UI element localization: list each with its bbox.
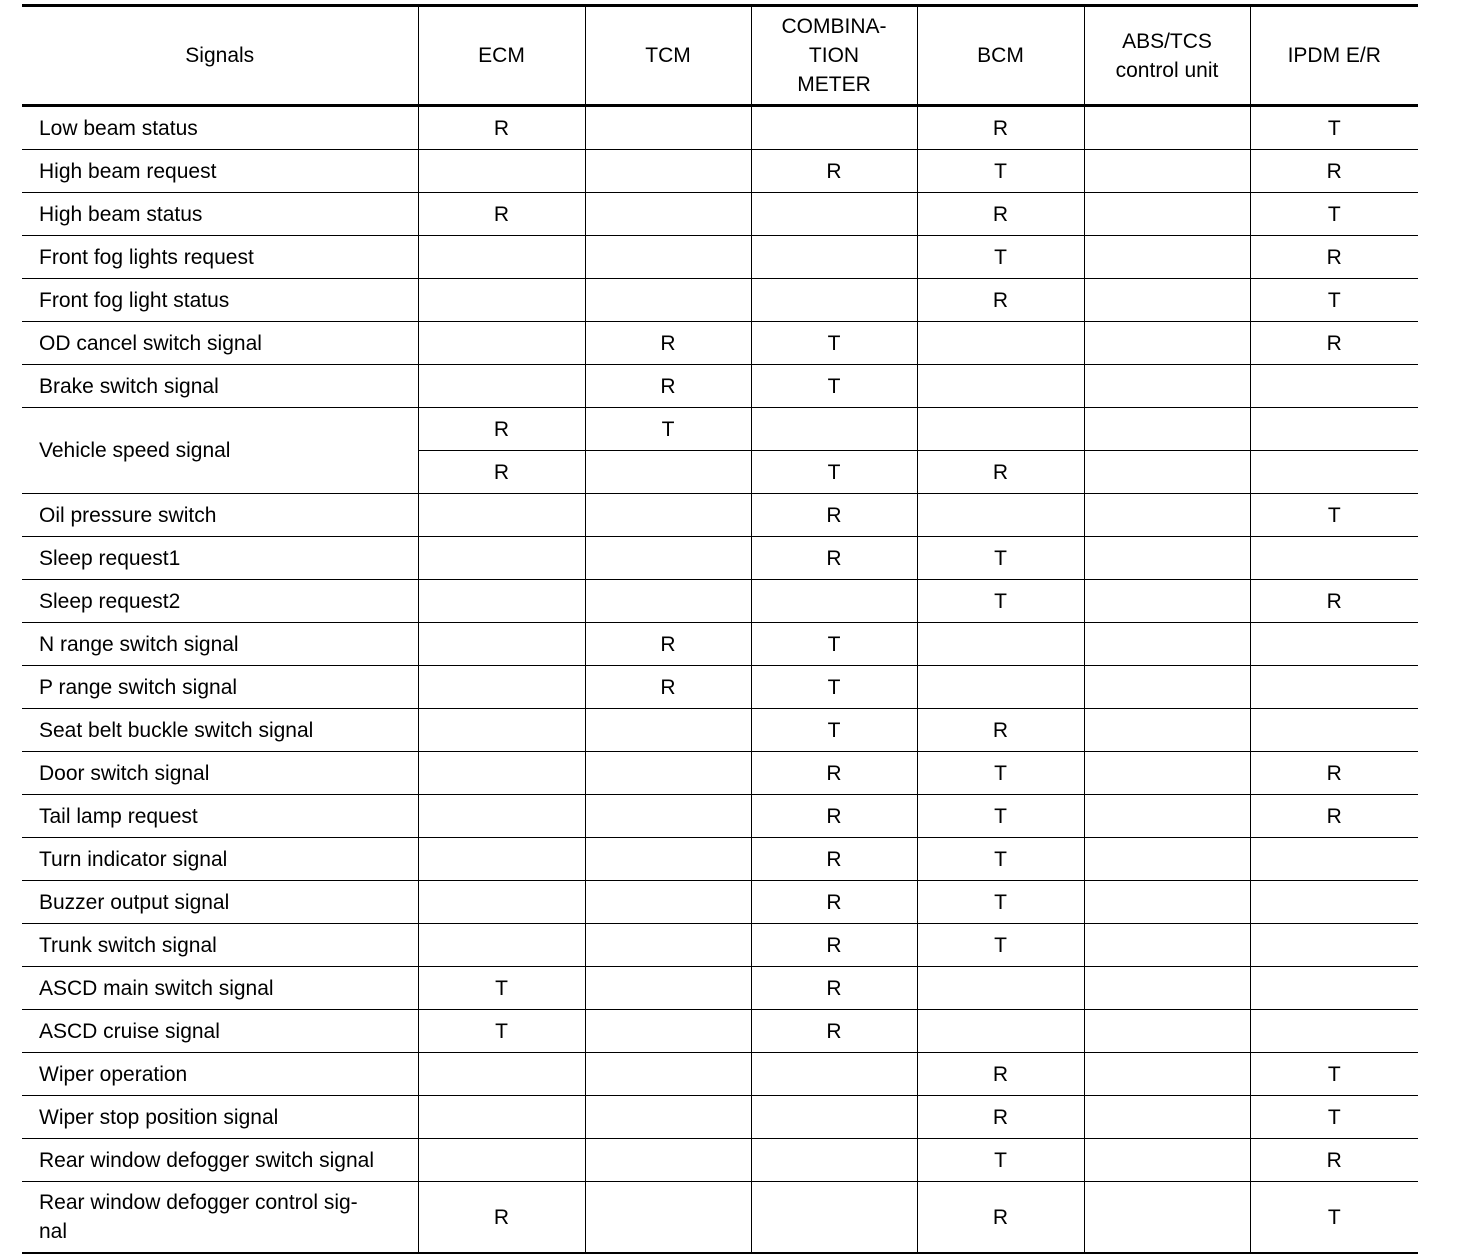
cell-tcm: R	[585, 666, 751, 709]
signal-name: Front fog light status	[39, 288, 230, 312]
cell-tcm: R	[585, 322, 751, 365]
cell-ipdm-e-r	[1250, 709, 1418, 752]
cell-tcm	[585, 1139, 751, 1182]
cell-ecm	[418, 1139, 585, 1182]
table-row	[22, 236, 1418, 279]
cell-bcm: T	[917, 881, 1084, 924]
cell-ipdm-e-r: T	[1250, 106, 1418, 150]
cell-bcm: R	[917, 451, 1084, 494]
column-header-line: Signals	[185, 44, 255, 67]
cell-bcm: R	[917, 1053, 1084, 1096]
table-row	[22, 408, 1418, 451]
cell-ipdm-e-r: T	[1250, 279, 1418, 322]
cell-ecm	[418, 924, 585, 967]
cell-bcm: T	[917, 838, 1084, 881]
signal-name-cell	[22, 881, 418, 924]
cell-ecm	[418, 709, 585, 752]
cell-combina	[751, 236, 917, 279]
cell-bcm	[917, 666, 1084, 709]
cell-abs-tcs	[1084, 924, 1250, 967]
cell-bcm	[917, 623, 1084, 666]
cell-combina	[751, 279, 917, 322]
signal-name: High beam request	[39, 159, 217, 183]
cell-ipdm-e-r: R	[1250, 580, 1418, 623]
signal-name-cell	[22, 1010, 418, 1053]
column-header-line: TCM	[645, 44, 691, 67]
column-header-line: ABS/TCS	[1122, 29, 1212, 53]
signal-name-cell	[22, 580, 418, 623]
column-header-line: ECM	[478, 44, 525, 67]
cell-tcm	[585, 1010, 751, 1053]
cell-tcm	[585, 967, 751, 1010]
cell-tcm	[585, 150, 751, 193]
column-header-line: TION	[808, 44, 860, 67]
signal-name: Tail lamp request	[39, 804, 198, 828]
cell-combina: T	[751, 709, 917, 752]
signal-name: Brake switch signal	[39, 374, 219, 398]
cell-ecm	[418, 752, 585, 795]
cell-ecm: R	[418, 106, 585, 150]
signal-name-cell	[22, 924, 418, 967]
signal-name: Sleep request1	[39, 546, 181, 570]
cell-ipdm-e-r	[1250, 537, 1418, 580]
table-row	[22, 1010, 1418, 1053]
table-row	[22, 537, 1418, 580]
cell-combina	[751, 1182, 917, 1254]
cell-bcm: R	[917, 279, 1084, 322]
cell-combina	[751, 580, 917, 623]
cell-bcm: R	[917, 106, 1084, 150]
cell-tcm	[585, 236, 751, 279]
header-row	[22, 6, 1418, 106]
signal-name: ASCD main switch signal	[39, 976, 274, 1000]
cell-ecm: R	[418, 193, 585, 236]
cell-abs-tcs	[1084, 106, 1250, 150]
signal-name-cell	[22, 150, 418, 193]
cell-abs-tcs	[1084, 1182, 1250, 1254]
cell-ipdm-e-r: R	[1250, 322, 1418, 365]
cell-abs-tcs	[1084, 709, 1250, 752]
cell-ecm	[418, 322, 585, 365]
cell-combina	[751, 1053, 917, 1096]
cell-tcm	[585, 1182, 751, 1254]
cell-abs-tcs	[1084, 193, 1250, 236]
column-header-line: METER	[797, 73, 871, 96]
signal-name-cell	[22, 1053, 418, 1096]
signal-name: Front fog lights request	[39, 245, 254, 269]
signal-name: Door switch signal	[39, 761, 210, 785]
signal-name: Vehicle speed signal	[39, 439, 231, 462]
cell-bcm: T	[917, 924, 1084, 967]
table-row	[22, 623, 1418, 666]
cell-abs-tcs	[1084, 666, 1250, 709]
cell-abs-tcs	[1084, 322, 1250, 365]
cell-tcm	[585, 106, 751, 150]
table-row	[22, 365, 1418, 408]
cell-ipdm-e-r: T	[1250, 1053, 1418, 1096]
cell-bcm: T	[917, 150, 1084, 193]
cell-bcm	[917, 322, 1084, 365]
cell-ecm	[418, 494, 585, 537]
cell-bcm	[917, 408, 1084, 451]
cell-ipdm-e-r: R	[1250, 752, 1418, 795]
cell-bcm: T	[917, 537, 1084, 580]
signal-name-cell	[22, 236, 418, 279]
cell-bcm: R	[917, 1182, 1084, 1254]
cell-abs-tcs	[1084, 1053, 1250, 1096]
cell-combina: R	[751, 967, 917, 1010]
cell-ipdm-e-r: R	[1250, 150, 1418, 193]
signal-name: nal	[39, 1220, 68, 1243]
signal-name-cell	[22, 795, 418, 838]
signal-name-cell	[22, 537, 418, 580]
cell-tcm	[585, 1096, 751, 1139]
cell-tcm	[585, 838, 751, 881]
signal-name-cell	[22, 365, 418, 408]
cell-ipdm-e-r	[1250, 881, 1418, 924]
signal-name-cell	[22, 322, 418, 365]
signal-name: Trunk switch signal	[39, 933, 217, 957]
cell-combina	[751, 1139, 917, 1182]
signal-name-cell	[22, 1096, 418, 1139]
cell-abs-tcs	[1084, 752, 1250, 795]
cell-ecm	[418, 236, 585, 279]
table-row	[22, 881, 1418, 924]
cell-ecm	[418, 279, 585, 322]
cell-abs-tcs	[1084, 279, 1250, 322]
signal-name-cell	[22, 494, 418, 537]
cell-bcm: R	[917, 1096, 1084, 1139]
signal-name: N range switch signal	[39, 632, 239, 656]
cell-abs-tcs	[1084, 838, 1250, 881]
cell-abs-tcs	[1084, 537, 1250, 580]
cell-ipdm-e-r: T	[1250, 494, 1418, 537]
table-row	[22, 322, 1418, 365]
cell-ecm: R	[418, 408, 585, 451]
table-row	[22, 1053, 1418, 1096]
cell-bcm: T	[917, 1139, 1084, 1182]
cell-ipdm-e-r	[1250, 451, 1418, 494]
cell-abs-tcs	[1084, 1010, 1250, 1053]
signal-name: Turn indicator signal	[39, 847, 228, 871]
cell-combina: T	[751, 666, 917, 709]
cell-ecm	[418, 1096, 585, 1139]
cell-combina: R	[751, 537, 917, 580]
cell-tcm	[585, 1053, 751, 1096]
cell-tcm: R	[585, 365, 751, 408]
table-row	[22, 279, 1418, 322]
cell-combina: T	[751, 365, 917, 408]
signal-name-cell	[22, 1139, 418, 1182]
cell-tcm	[585, 193, 751, 236]
cell-ecm: R	[418, 1182, 585, 1254]
cell-bcm: T	[917, 795, 1084, 838]
cell-combina: R	[751, 838, 917, 881]
table-row	[22, 666, 1418, 709]
cell-abs-tcs	[1084, 623, 1250, 666]
signal-name-cell	[22, 1182, 418, 1254]
cell-ipdm-e-r	[1250, 408, 1418, 451]
cell-ecm	[418, 838, 585, 881]
cell-ipdm-e-r: R	[1250, 236, 1418, 279]
column-header-line: COMBINA-	[781, 15, 887, 38]
cell-ipdm-e-r	[1250, 666, 1418, 709]
table-row	[22, 967, 1418, 1010]
cell-combina: R	[751, 752, 917, 795]
cell-ecm: T	[418, 1010, 585, 1053]
cell-abs-tcs	[1084, 408, 1250, 451]
can-signal-table	[22, 4, 1418, 1254]
cell-ecm	[418, 795, 585, 838]
table-row	[22, 150, 1418, 193]
signal-name: OD cancel switch signal	[39, 331, 262, 355]
column-header-ipdm-e-r	[1250, 6, 1418, 106]
signal-name: Seat belt buckle switch signal	[39, 718, 314, 742]
cell-combina: T	[751, 623, 917, 666]
cell-ipdm-e-r	[1250, 967, 1418, 1010]
cell-ecm: T	[418, 967, 585, 1010]
cell-tcm: R	[585, 623, 751, 666]
cell-ecm	[418, 365, 585, 408]
cell-abs-tcs	[1084, 580, 1250, 623]
cell-ecm	[418, 1053, 585, 1096]
cell-tcm	[585, 709, 751, 752]
table-row	[22, 924, 1418, 967]
signal-name-cell	[22, 967, 418, 1010]
column-header-line: control unit	[1115, 58, 1219, 82]
table-body	[22, 106, 1418, 1254]
cell-bcm	[917, 365, 1084, 408]
table-row	[22, 1139, 1418, 1182]
cell-ecm	[418, 537, 585, 580]
cell-tcm	[585, 580, 751, 623]
table-row	[22, 106, 1418, 150]
cell-ipdm-e-r	[1250, 924, 1418, 967]
cell-bcm	[917, 967, 1084, 1010]
cell-ipdm-e-r: T	[1250, 1182, 1418, 1254]
cell-abs-tcs	[1084, 365, 1250, 408]
cell-tcm	[585, 494, 751, 537]
signal-name: Low beam status	[39, 116, 198, 140]
cell-combina: R	[751, 494, 917, 537]
cell-combina	[751, 193, 917, 236]
cell-abs-tcs	[1084, 451, 1250, 494]
table-header	[22, 6, 1418, 106]
cell-abs-tcs	[1084, 150, 1250, 193]
signal-name-cell	[22, 408, 418, 494]
cell-combina: T	[751, 322, 917, 365]
cell-tcm	[585, 795, 751, 838]
signal-name-cell	[22, 752, 418, 795]
signal-name: Rear window defogger control sig-	[39, 1191, 358, 1214]
cell-ipdm-e-r	[1250, 365, 1418, 408]
cell-abs-tcs	[1084, 1139, 1250, 1182]
cell-abs-tcs	[1084, 494, 1250, 537]
column-header-line: IPDM E/R	[1287, 44, 1381, 67]
signal-name: Oil pressure switch	[39, 503, 217, 527]
cell-abs-tcs	[1084, 967, 1250, 1010]
cell-tcm	[585, 752, 751, 795]
cell-combina: T	[751, 451, 917, 494]
cell-ecm	[418, 623, 585, 666]
cell-ecm	[418, 150, 585, 193]
cell-combina	[751, 408, 917, 451]
table-row	[22, 1182, 1418, 1254]
signal-name-cell	[22, 193, 418, 236]
cell-bcm: R	[917, 193, 1084, 236]
column-header-line: BCM	[977, 44, 1024, 67]
cell-combina	[751, 1096, 917, 1139]
table-row	[22, 709, 1418, 752]
signal-name: P range switch signal	[39, 675, 238, 699]
column-header-abs-tcs	[1084, 6, 1250, 106]
cell-bcm: T	[917, 236, 1084, 279]
cell-combina: R	[751, 795, 917, 838]
table-row	[22, 795, 1418, 838]
table-row	[22, 838, 1418, 881]
cell-ipdm-e-r: R	[1250, 1139, 1418, 1182]
cell-bcm: T	[917, 580, 1084, 623]
table-row	[22, 1096, 1418, 1139]
column-header-signals	[22, 6, 418, 106]
signal-name: Wiper stop position signal	[39, 1105, 279, 1129]
cell-tcm	[585, 924, 751, 967]
cell-combina: R	[751, 150, 917, 193]
cell-bcm	[917, 1010, 1084, 1053]
column-header-combina	[751, 6, 917, 106]
signal-name: Rear window defogger switch signal	[39, 1148, 375, 1172]
cell-ipdm-e-r: R	[1250, 795, 1418, 838]
table-row	[22, 494, 1418, 537]
signal-name: ASCD cruise signal	[39, 1019, 220, 1043]
cell-abs-tcs	[1084, 881, 1250, 924]
cell-combina: R	[751, 881, 917, 924]
cell-ipdm-e-r	[1250, 1010, 1418, 1053]
signal-name-cell	[22, 838, 418, 881]
signal-name-cell	[22, 279, 418, 322]
cell-ecm: R	[418, 451, 585, 494]
cell-combina: R	[751, 924, 917, 967]
signal-name-cell	[22, 666, 418, 709]
cell-tcm	[585, 881, 751, 924]
cell-combina: R	[751, 1010, 917, 1053]
table-row	[22, 580, 1418, 623]
signal-name: Buzzer output signal	[39, 890, 230, 914]
cell-ecm	[418, 881, 585, 924]
cell-ecm	[418, 666, 585, 709]
signal-name-cell	[22, 709, 418, 752]
column-header-tcm	[585, 6, 751, 106]
cell-tcm: T	[585, 408, 751, 451]
table-row	[22, 752, 1418, 795]
cell-tcm	[585, 451, 751, 494]
cell-ipdm-e-r	[1250, 838, 1418, 881]
signal-name: Sleep request2	[39, 589, 181, 613]
cell-abs-tcs	[1084, 236, 1250, 279]
column-header-bcm	[917, 6, 1084, 106]
cell-ipdm-e-r	[1250, 623, 1418, 666]
cell-ecm	[418, 580, 585, 623]
cell-bcm: R	[917, 709, 1084, 752]
cell-ipdm-e-r: T	[1250, 193, 1418, 236]
cell-tcm	[585, 537, 751, 580]
signal-name: Wiper operation	[39, 1062, 188, 1086]
signal-name: High beam status	[39, 202, 203, 226]
cell-bcm	[917, 494, 1084, 537]
cell-ipdm-e-r: T	[1250, 1096, 1418, 1139]
column-header-ecm	[418, 6, 585, 106]
cell-tcm	[585, 279, 751, 322]
cell-abs-tcs	[1084, 1096, 1250, 1139]
cell-abs-tcs	[1084, 795, 1250, 838]
signal-name-cell	[22, 623, 418, 666]
cell-combina	[751, 106, 917, 150]
table-row	[22, 193, 1418, 236]
cell-bcm: T	[917, 752, 1084, 795]
signal-name-cell	[22, 106, 418, 150]
